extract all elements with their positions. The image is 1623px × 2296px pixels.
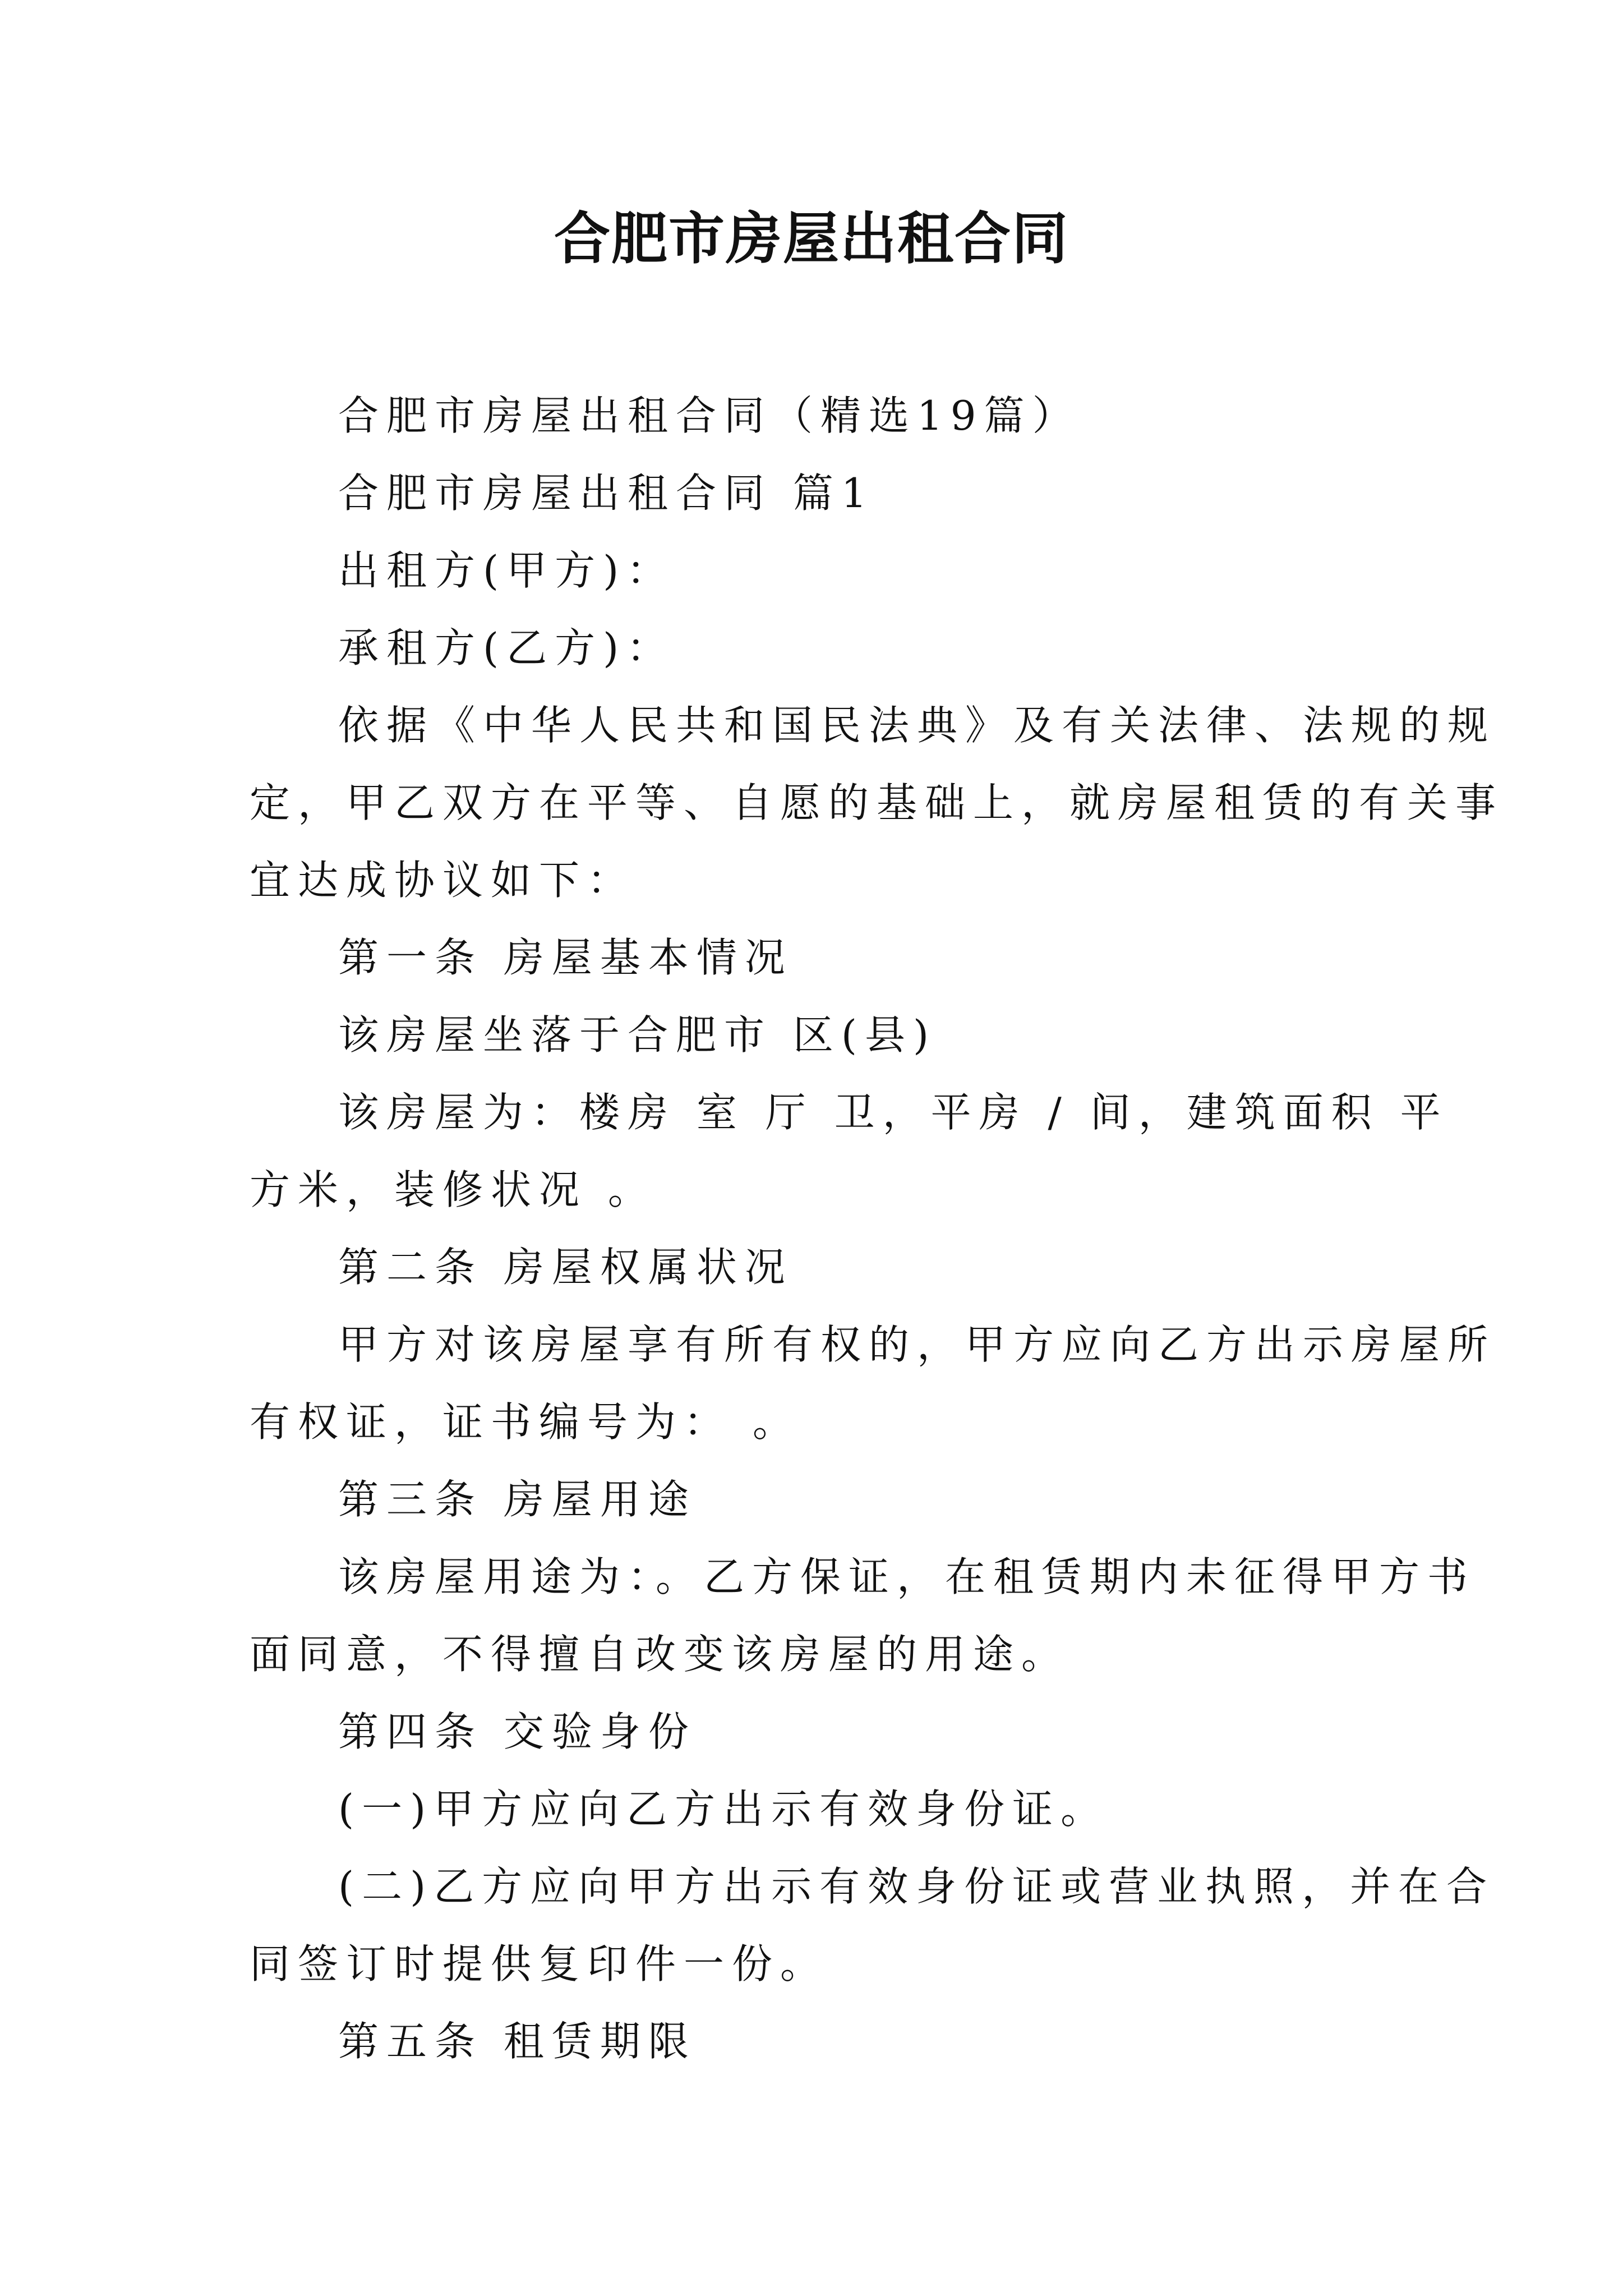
paragraph-line: 定，甲乙双方在平等、自愿的基础上，就房屋租赁的有关事: [250, 779, 1504, 826]
document-title: 合肥市房屋出租合同: [554, 205, 1069, 272]
paragraph-line: 同签订时提供复印件一份。: [250, 1940, 829, 1987]
paragraph-line: (二)乙方应向甲方出示有效身份证或营业执照，并在合: [338, 1863, 1495, 1910]
paragraph-line: 出租方(甲方)：: [338, 547, 675, 594]
paragraph-line: 宜达成协议如下：: [250, 857, 636, 904]
section-heading: 第一条 房屋基本情况: [338, 934, 793, 981]
paragraph-line: 该房屋坐落于合肥市 区(县): [338, 1011, 937, 1059]
paragraph-line: 该房屋用途为：。乙方保证，在租赁期内未征得甲方书: [338, 1553, 1476, 1600]
paragraph-line: 承租方(乙方)：: [338, 624, 675, 671]
paragraph-line: 合肥市房屋出租合同（精选19篇）: [338, 392, 1081, 439]
section-heading: 第三条 房屋用途: [338, 1476, 697, 1523]
document-body: [250, 377, 1504, 2080]
section-heading: 第五条 租赁期限: [338, 2018, 697, 2065]
section-heading: 第四条 交验身份: [338, 1708, 697, 1755]
paragraph-line: 面同意，不得擅自改变该房屋的用途。: [250, 1631, 1070, 1678]
paragraph-line: 依据《中华人民共和国民法典》及有关法律、法规的规: [338, 702, 1496, 749]
paragraph-line: (一)甲方应向乙方出示有效身份证。: [338, 1786, 1109, 1833]
paragraph-line: 方米，装修状况 。: [250, 1166, 656, 1213]
paragraph-line: 该房屋为：楼房 室 厅 卫，平房 / 间，建筑面积 平: [338, 1089, 1449, 1136]
paragraph-line: 甲方对该房屋享有所有权的，甲方应向乙方出示房屋所: [338, 1321, 1496, 1368]
section-heading: 第二条 房屋权属状况: [338, 1244, 793, 1291]
paragraph-line: 合肥市房屋出租合同 篇1: [338, 470, 875, 517]
paragraph-line: 有权证，证书编号为： 。: [250, 1398, 801, 1446]
